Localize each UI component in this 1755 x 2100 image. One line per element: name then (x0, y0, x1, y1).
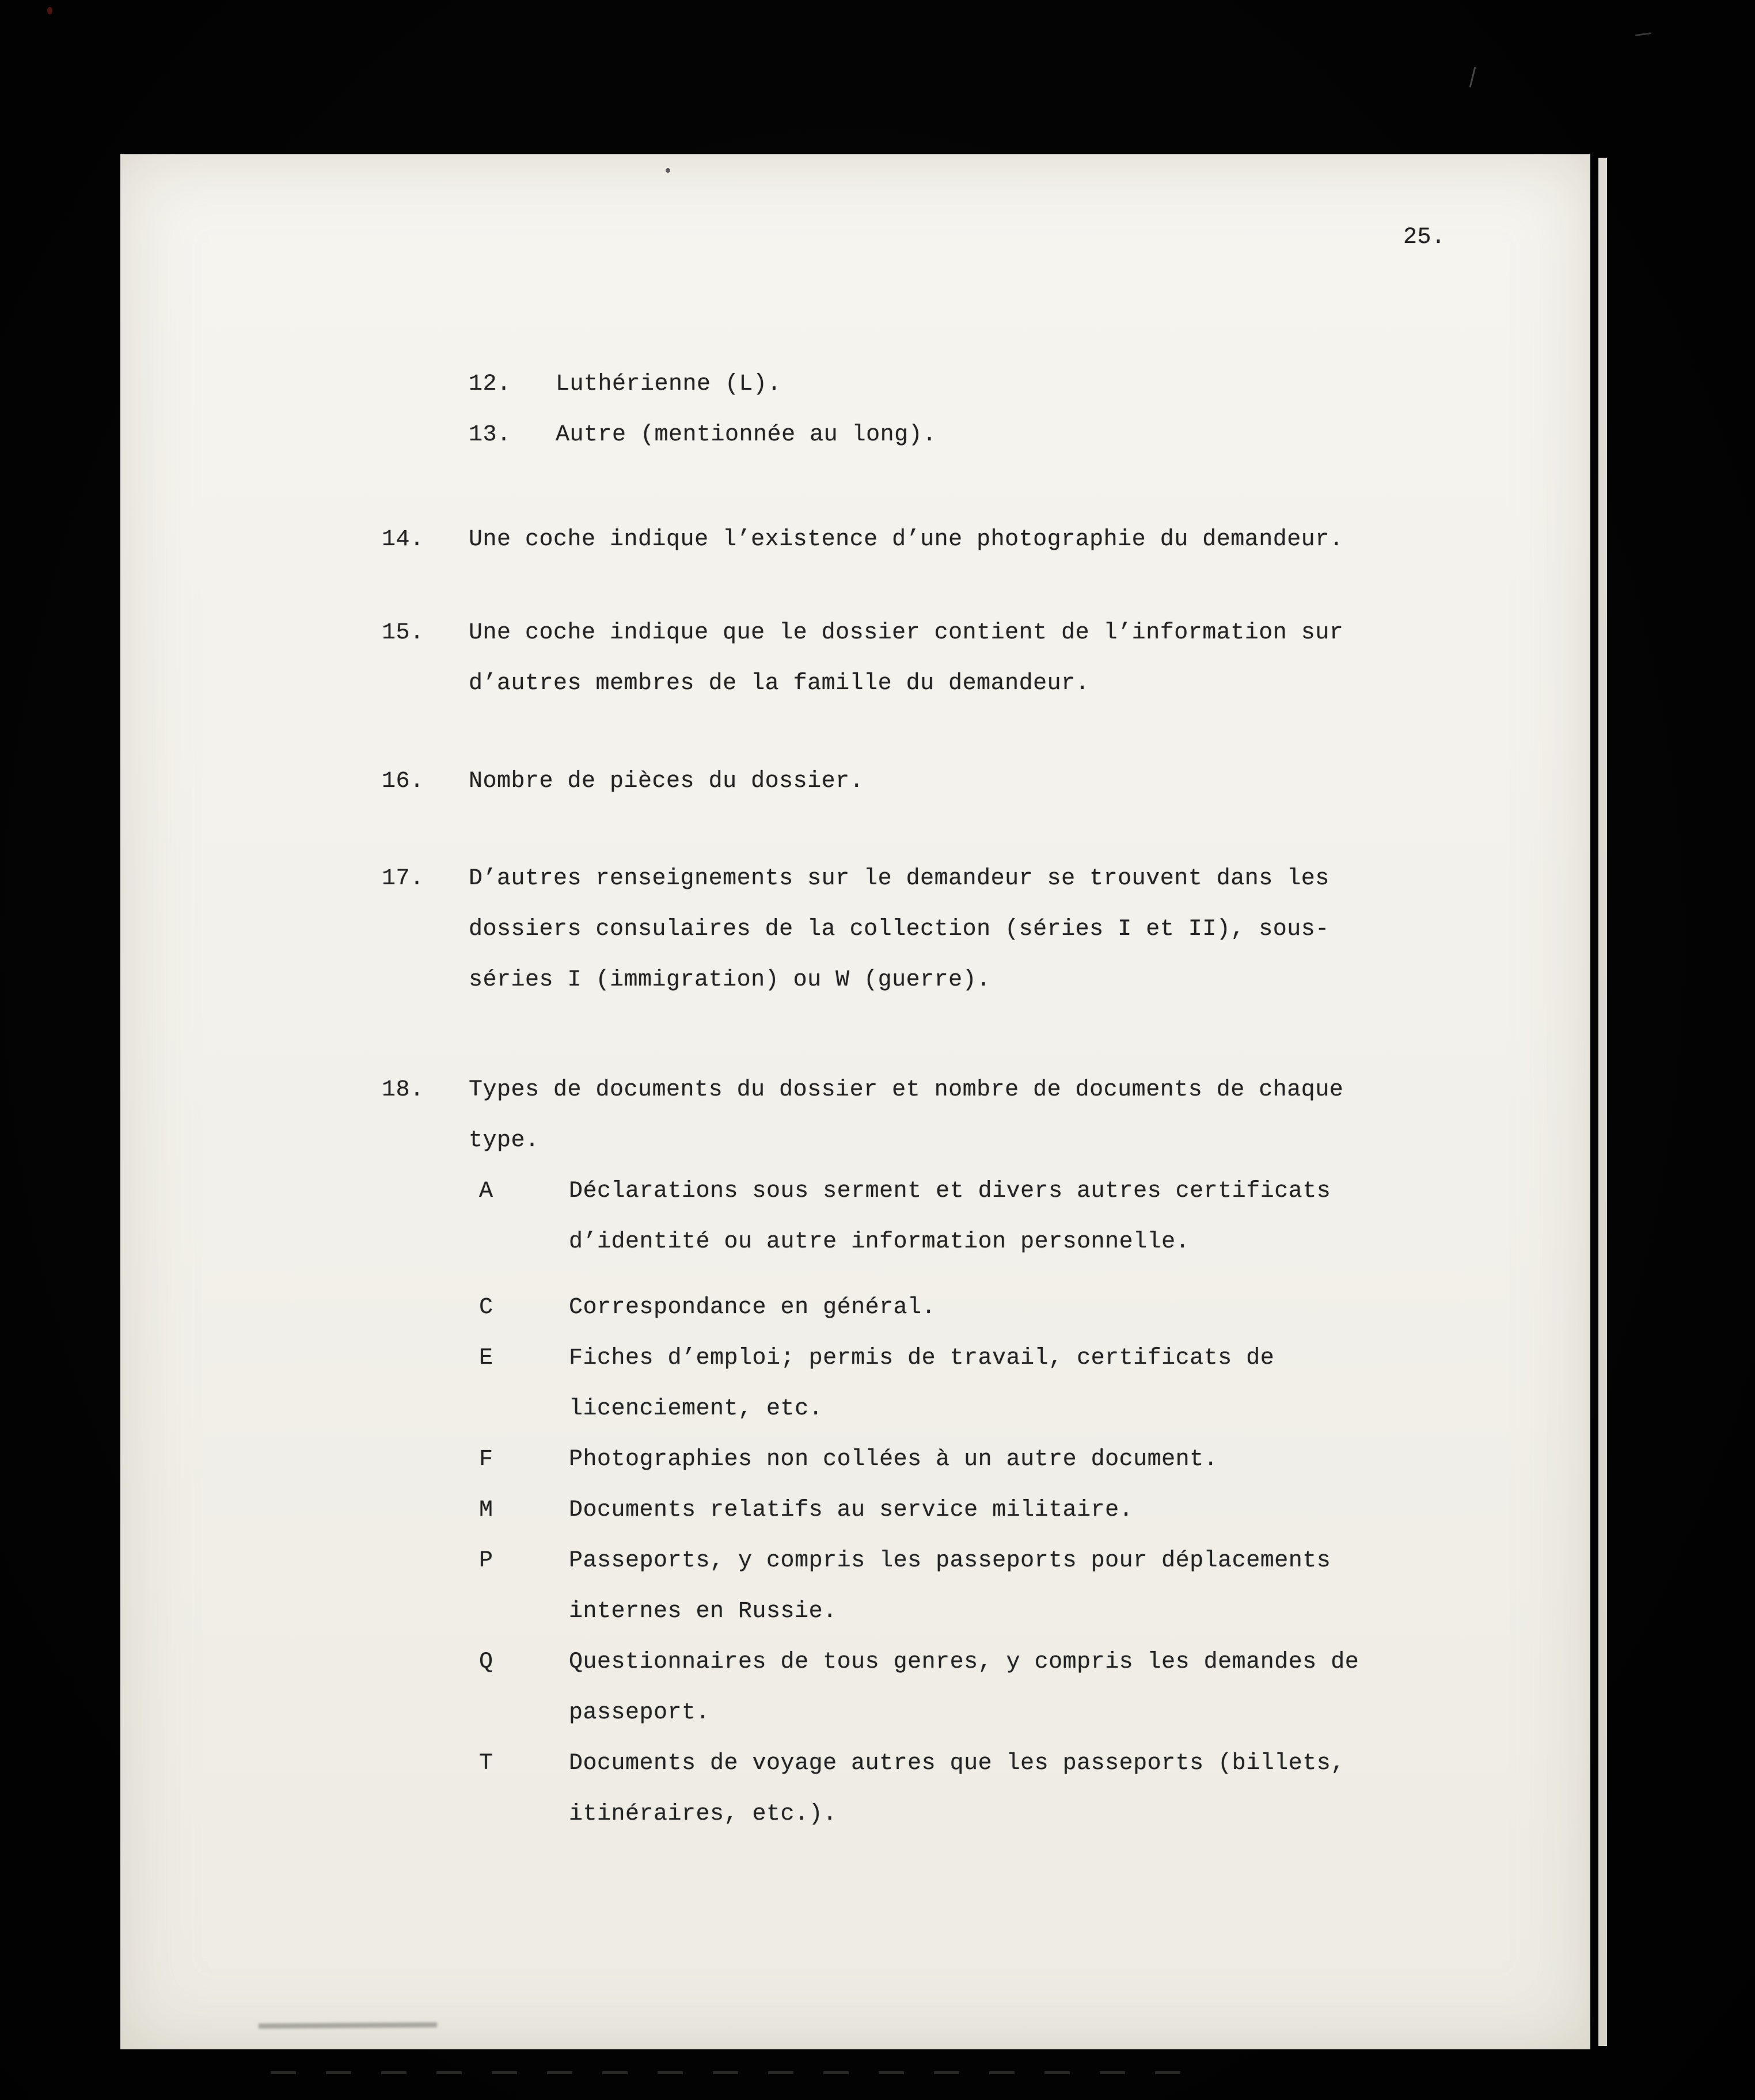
text-line: Documents relatifs au service militaire. (569, 1497, 1134, 1523)
type-description (569, 1333, 1590, 1435)
type-description (569, 1485, 1590, 1536)
text-line: Types de documents du dossier et nombre de documents de chaque (469, 1077, 1344, 1103)
scan-smudge (259, 2022, 437, 2029)
document-type-list (479, 1166, 1590, 1840)
item-number: 15. (382, 620, 424, 646)
document-type-M (479, 1485, 1590, 1536)
item-body (556, 410, 1590, 461)
type-code: A (479, 1178, 493, 1204)
text-line: D’autres renseignements sur le demandeur se trouvent dans les (469, 866, 1329, 892)
text-line: internes en Russie. (569, 1599, 837, 1625)
list-item-18 (382, 1065, 1590, 1840)
scan-noise (271, 2071, 1192, 2074)
document-type-C (479, 1283, 1590, 1333)
document-type-T (479, 1738, 1590, 1840)
item-number: 17. (382, 866, 424, 892)
text-line: Une coche indique que le dossier contient de l’information sur (469, 620, 1344, 646)
page-content (120, 154, 1590, 1840)
item-number: 14. (382, 527, 424, 553)
text-line: séries I (immigration) ou W (guerre). (469, 967, 991, 993)
type-code: P (479, 1548, 493, 1574)
list-item-13 (469, 410, 1590, 461)
text-line: Une coche indique l’existence d’une photographie du demandeur. (469, 527, 1344, 553)
document-type-A (479, 1166, 1590, 1268)
text-line: passeport. (569, 1700, 711, 1726)
item-number: 16. (382, 769, 424, 794)
list-item-14 (382, 515, 1590, 565)
type-description (569, 1283, 1590, 1333)
type-description (569, 1536, 1590, 1637)
text-line: Nombre de pièces du dossier. (469, 769, 864, 794)
type-code: E (479, 1345, 493, 1371)
page-number: 25. (1403, 225, 1446, 250)
item-body (469, 608, 1590, 709)
type-code: F (479, 1447, 493, 1473)
scan-artifact-speck (47, 7, 52, 14)
item-body (469, 756, 1590, 807)
text-line: type. (469, 1128, 540, 1154)
type-description (569, 1435, 1590, 1485)
text-line: Questionnaires de tous genres, y compris les demandes de (569, 1649, 1359, 1675)
type-description (569, 1166, 1590, 1268)
type-code: Q (479, 1649, 493, 1675)
text-line: Luthérienne (L). (556, 371, 782, 397)
text-line: Fiches d’emploi; permis de travail, certificats de (569, 1345, 1275, 1371)
item-body (469, 1065, 1590, 1840)
item-number: 13. (469, 422, 511, 448)
list-item-17 (382, 854, 1590, 1006)
document-type-P (479, 1536, 1590, 1637)
text-line: licenciement, etc. (569, 1396, 823, 1422)
type-code: M (479, 1497, 493, 1523)
item-body (469, 854, 1590, 1006)
type-code: C (479, 1295, 493, 1321)
text-line: Déclarations sous serment et divers autres certificats (569, 1178, 1331, 1204)
list-item-12 (469, 359, 1590, 410)
item-body (556, 359, 1590, 410)
scanned-page (120, 154, 1590, 2049)
item-number: 18. (382, 1077, 424, 1103)
document-type-Q (479, 1637, 1590, 1738)
page-edge (1598, 158, 1607, 2046)
type-description (569, 1637, 1590, 1738)
document-type-F (479, 1435, 1590, 1485)
text-line: Photographies non collées à un autre document. (569, 1447, 1218, 1473)
item-body (469, 515, 1590, 565)
item-number: 12. (469, 371, 511, 397)
type-code: T (479, 1751, 493, 1776)
text-line: Autre (mentionnée au long). (556, 422, 937, 448)
list-item-16 (382, 756, 1590, 807)
list-item-15 (382, 608, 1590, 709)
text-line: dossiers consulaires de la collection (séries I et II), sous- (469, 916, 1329, 942)
text-line: Correspondance en général. (569, 1295, 936, 1321)
document-type-E (479, 1333, 1590, 1435)
text-line: itinéraires, etc.). (569, 1801, 837, 1827)
text-line: Documents de voyage autres que les passeports (billets, (569, 1751, 1345, 1776)
text-line: d’autres membres de la famille du demandeur. (469, 671, 1090, 697)
type-description (569, 1738, 1590, 1840)
text-line: d’identité ou autre information personnelle. (569, 1229, 1190, 1255)
text-line: Passeports, y compris les passeports pour déplacements (569, 1548, 1331, 1574)
